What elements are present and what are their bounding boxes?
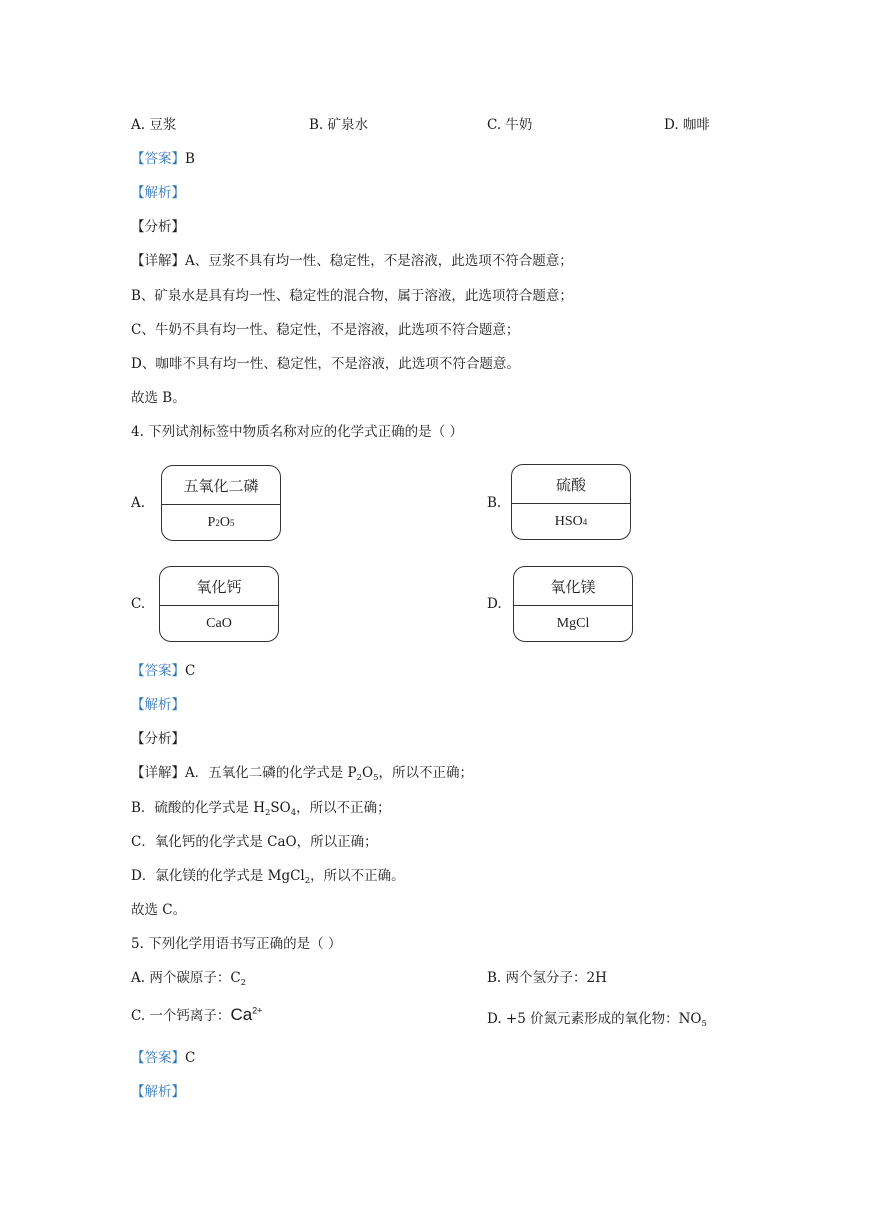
answer-tag: 【答案】 — [131, 663, 185, 679]
reagent-label-b — [511, 464, 631, 540]
q5-option-c: C. 一个钙离子：$Ca^{2+}$ — [131, 1005, 263, 1024]
q5-option-b: B. 两个氢分子：2H — [487, 970, 607, 986]
detail-tag: 【详解】 — [131, 253, 185, 269]
reagent-label-a — [161, 465, 281, 541]
q3-option-b: B. 矿泉水 — [309, 117, 369, 133]
calcium-ion: $Ca^{2+}$ — [230, 1005, 263, 1024]
q4-label-a-letter: A. — [131, 495, 146, 511]
reagent-label-c — [159, 566, 279, 642]
q3-option-d: D. 咖啡 — [664, 117, 710, 133]
reagent-name: 硫酸 — [512, 465, 630, 504]
q3-detail-1 — [131, 249, 573, 269]
q4-answer — [131, 659, 195, 679]
reagent-name: 五氧化二磷 — [162, 466, 280, 505]
q3-detail-4: D、咖啡不具有均一性、稳定性，不是溶液，此选项不符合题意。 — [131, 356, 520, 372]
q5-option-d: D. +5 价氮元素形成的氧化物：$NO_5$ — [487, 1011, 707, 1029]
reagent-name: 氧化钙 — [160, 567, 278, 606]
answer-tag: 【答案】 — [131, 151, 185, 167]
reagent-formula: CaO — [206, 616, 232, 631]
q4-detail-2: B．硫酸的化学式是 $H_2SO_4$，所以不正确； — [131, 800, 391, 818]
q4-choose: 故选 C。 — [131, 902, 187, 918]
q3-choose: 故选 B。 — [131, 390, 186, 406]
q4-jiexi: 【解析】 — [131, 697, 185, 713]
reagent-label-d — [513, 566, 633, 642]
q4-detail-1: 【详解】A．五氧化二磷的化学式是 $P_2O_5$，所以不正确； — [131, 765, 474, 783]
q3-jiexi: 【解析】 — [131, 185, 185, 201]
q4-detail-3: C．氧化钙的化学式是 CaO，所以正确； — [131, 834, 378, 850]
answer-value: C — [185, 663, 196, 679]
detail-text: A、豆浆不具有均一性、稳定性，不是溶液，此选项不符合题意； — [185, 253, 573, 269]
q4-detail-4: D．氯化镁的化学式是 MgCl$_2$，所以不正确。 — [131, 868, 405, 886]
q3-option-a: A. 豆浆 — [131, 117, 177, 133]
reagent-formula: HSO 4 — [554, 514, 588, 529]
q3-option-c: C. 牛奶 — [487, 117, 533, 133]
q5-stem: 5. 下列化学用语书写正确的是（ ） — [131, 936, 342, 952]
q5-jiexi: 【解析】 — [131, 1084, 185, 1100]
q3-detail-3: C、牛奶不具有均一性、稳定性，不是溶液，此选项不符合题意； — [131, 322, 520, 338]
q4-label-d-letter: D. — [487, 596, 502, 612]
answer-value: B — [185, 151, 195, 167]
q3-fenxi: 【分析】 — [131, 219, 185, 235]
q5-answer — [131, 1046, 195, 1066]
q3-detail-2: B、矿泉水是具有均一性、稳定性的混合物，属于溶液，此选项符合题意； — [131, 288, 573, 304]
q5-option-a: A. 两个碳原子：$C_2$ — [131, 970, 247, 988]
q4-label-c-letter: C. — [131, 596, 146, 612]
q4-label-b-letter: B. — [487, 495, 502, 511]
answer-tag: 【答案】 — [131, 1050, 185, 1066]
q4-fenxi: 【分析】 — [131, 731, 185, 747]
reagent-name: 氧化镁 — [514, 567, 632, 606]
reagent-formula: P 2 O 5 — [207, 515, 235, 530]
q4-stem: 4. 下列试剂标签中物质名称对应的化学式正确的是（ ） — [131, 424, 463, 440]
answer-value: C — [185, 1050, 196, 1066]
q3-answer — [131, 147, 195, 167]
reagent-formula: MgCl — [556, 616, 590, 631]
